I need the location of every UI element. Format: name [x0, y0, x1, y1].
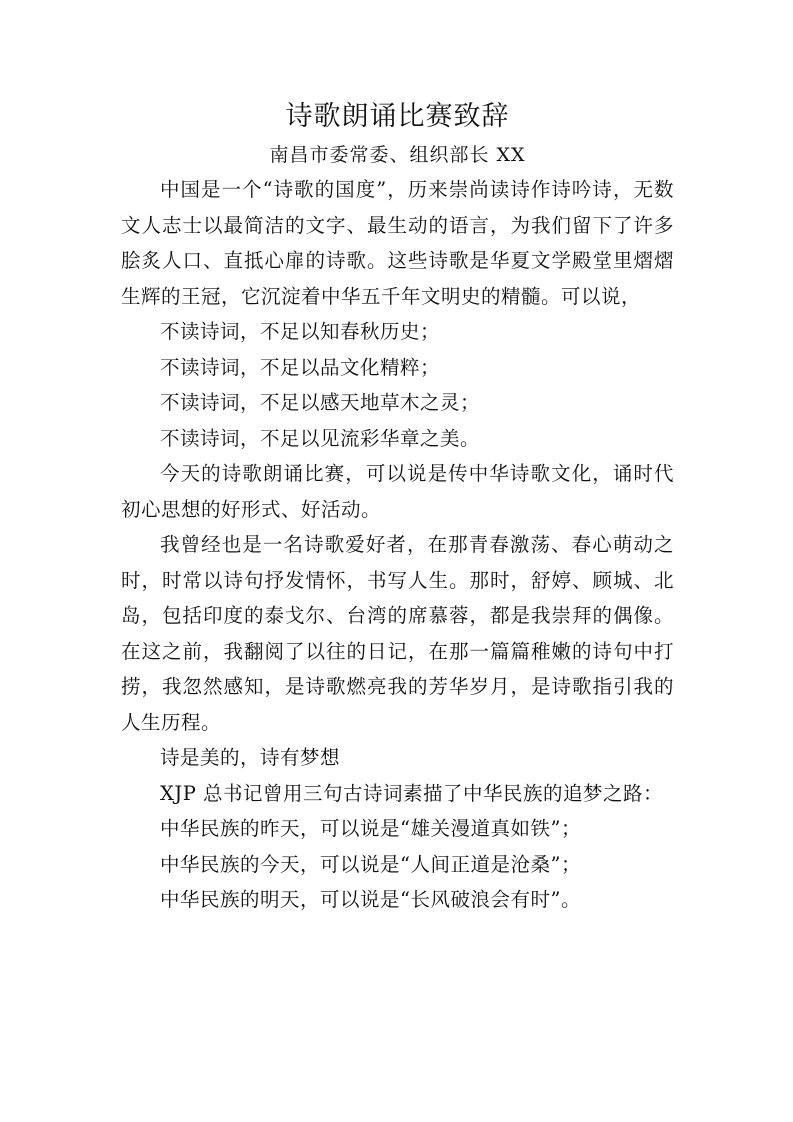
- paragraph-quote-intro: XJP 总书记曾用三句古诗词素描了中华民族的追梦之路：: [160, 781, 664, 805]
- author-byline: 南昌市委常委、组织部长 XX: [269, 144, 526, 166]
- document-title: 诗歌朗诵比赛致辞: [285, 101, 510, 132]
- paragraph-line-history: 不读诗词，不足以知春秋历史；: [160, 320, 441, 343]
- paragraph-line-culture: 不读诗词，不足以品文化精粹；: [160, 355, 441, 379]
- paragraph-today: 中华民族的今天，可以说是“人间正道是沧桑”；: [160, 852, 581, 876]
- paragraph-intro: 中国是一个“诗歌的国度”，历来崇尚读诗作诗吟诗，无数文人志士以最简洁的文字、最生动的语言，为我们留下了许多脍炙人口、直抵心扉的诗歌。这些诗歌是华夏文学殿堂里熠熠生辉的王冠，它沉淀着中华五千年文明史的精髓。可以说，: [121, 178, 674, 308]
- paragraph-line-nature: 不读诗词，不足以感天地草木之灵；: [160, 391, 481, 414]
- paragraph-tomorrow: 中华民族的明天，可以说是“长风破浪会有时”。: [160, 888, 581, 911]
- paragraph-yesterday: 中华民族的昨天，可以说是“雄关漫道真如铁”；: [160, 817, 581, 840]
- paragraph-heading-dream: 诗是美的，诗有梦想: [160, 746, 341, 769]
- paragraph-line-beauty: 不读诗词，不足以见流彩华章之美。: [160, 426, 481, 450]
- document-body: [121, 96, 674, 918]
- paragraph-contest: 今天的诗歌朗诵比赛，可以说是传中华诗歌文化，诵时代初心思想的好形式、好活动。: [121, 462, 674, 521]
- paragraph-personal: 我曾经也是一名诗歌爱好者，在那青春激荡、春心萌动之时，时常以诗句抒发情怀，书写人生。那时，舒婷、顾城、北岛，包括印度的泰戈尔、台湾的席慕蓉，都是我崇拜的偶像。在这之前，我翻阅了以往的日记，在那一篇篇稚嫩的诗句中打捞，我忽然感知，是诗歌燃亮我的芳华岁月，是诗歌指引我的人生历程。: [121, 533, 674, 734]
